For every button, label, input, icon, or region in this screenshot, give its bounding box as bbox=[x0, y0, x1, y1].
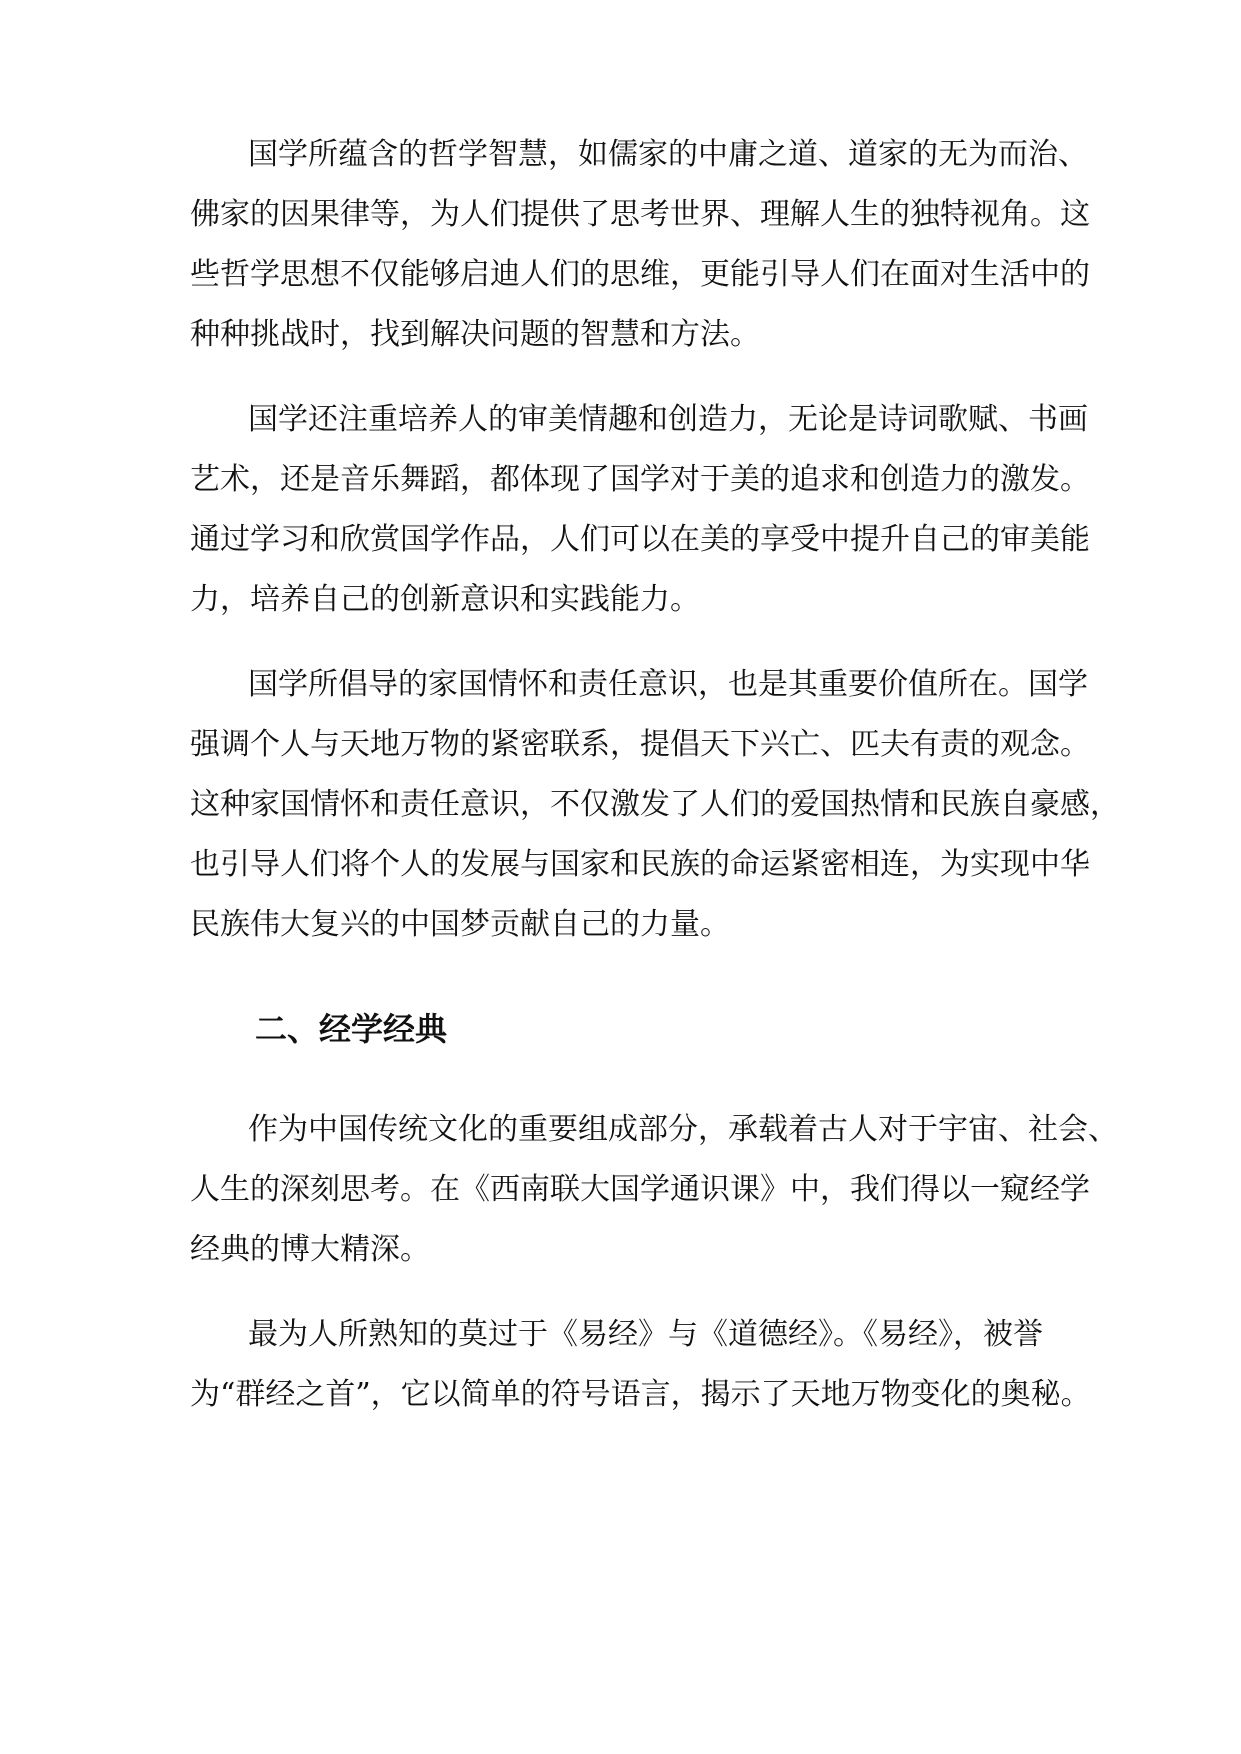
paragraph-3-line-4: 也引导人们将个人的发展与国家和民族的命运紧密相连，为实现中华 bbox=[190, 847, 1090, 882]
paragraph-2-line-4: 力，培养自己的创新意识和实践能力。 bbox=[190, 582, 700, 617]
paragraph-2-line-2: 艺术，还是音乐舞蹈，都体现了国学对于美的追求和创造力的激发。 bbox=[190, 462, 1090, 497]
paragraph-3-line-1: 国学所倡导的家国情怀和责任意识，也是其重要价值所在。国学 bbox=[248, 667, 1088, 702]
paragraph-1-line-2: 佛家的因果律等，为人们提供了思考世界、理解人生的独特视角。这 bbox=[190, 197, 1090, 232]
paragraph-2-line-1: 国学还注重培养人的审美情趣和创造力，无论是诗词歌赋、书画 bbox=[248, 402, 1088, 437]
paragraph-3-line-5: 民族伟大复兴的中国梦贡献自己的力量。 bbox=[190, 907, 730, 942]
section-paragraph-1-line-2: 人生的深刻思考。在《西南联大国学通识课》中，我们得以一窥经学 bbox=[190, 1172, 1090, 1207]
section-paragraph-1-line-3: 经典的博大精深。 bbox=[190, 1232, 430, 1267]
section-paragraph-1-line-1: 作为中国传统文化的重要组成部分，承载着古人对于宇宙、社会、 bbox=[248, 1112, 1118, 1147]
section-heading: 二、经学经典 bbox=[255, 1010, 448, 1048]
paragraph-1-line-1: 国学所蕴含的哲学智慧，如儒家的中庸之道、道家的无为而治、 bbox=[248, 137, 1088, 172]
section-paragraph-2-line-2: 为“群经之首”，它以简单的符号语言，揭示了天地万物变化的奥秘。 bbox=[190, 1377, 1091, 1412]
paragraph-3-line-2: 强调个人与天地万物的紧密联系，提倡天下兴亡、匹夫有责的观念。 bbox=[190, 727, 1090, 762]
paragraph-3-line-3: 这种家国情怀和责任意识，不仅激发了人们的爱国热情和民族自豪感， bbox=[190, 787, 1120, 822]
paragraph-2-line-3: 通过学习和欣赏国学作品，人们可以在美的享受中提升自己的审美能 bbox=[190, 522, 1090, 557]
section-paragraph-2-line-1: 最为人所熟知的莫过于《易经》与《道德经》。《易经》，被誉 bbox=[248, 1317, 1043, 1352]
paragraph-1-line-3: 些哲学思想不仅能够启迪人们的思维，更能引导人们在面对生活中的 bbox=[190, 257, 1090, 292]
paragraph-1-line-4: 种种挑战时，找到解决问题的智慧和方法。 bbox=[190, 317, 760, 352]
